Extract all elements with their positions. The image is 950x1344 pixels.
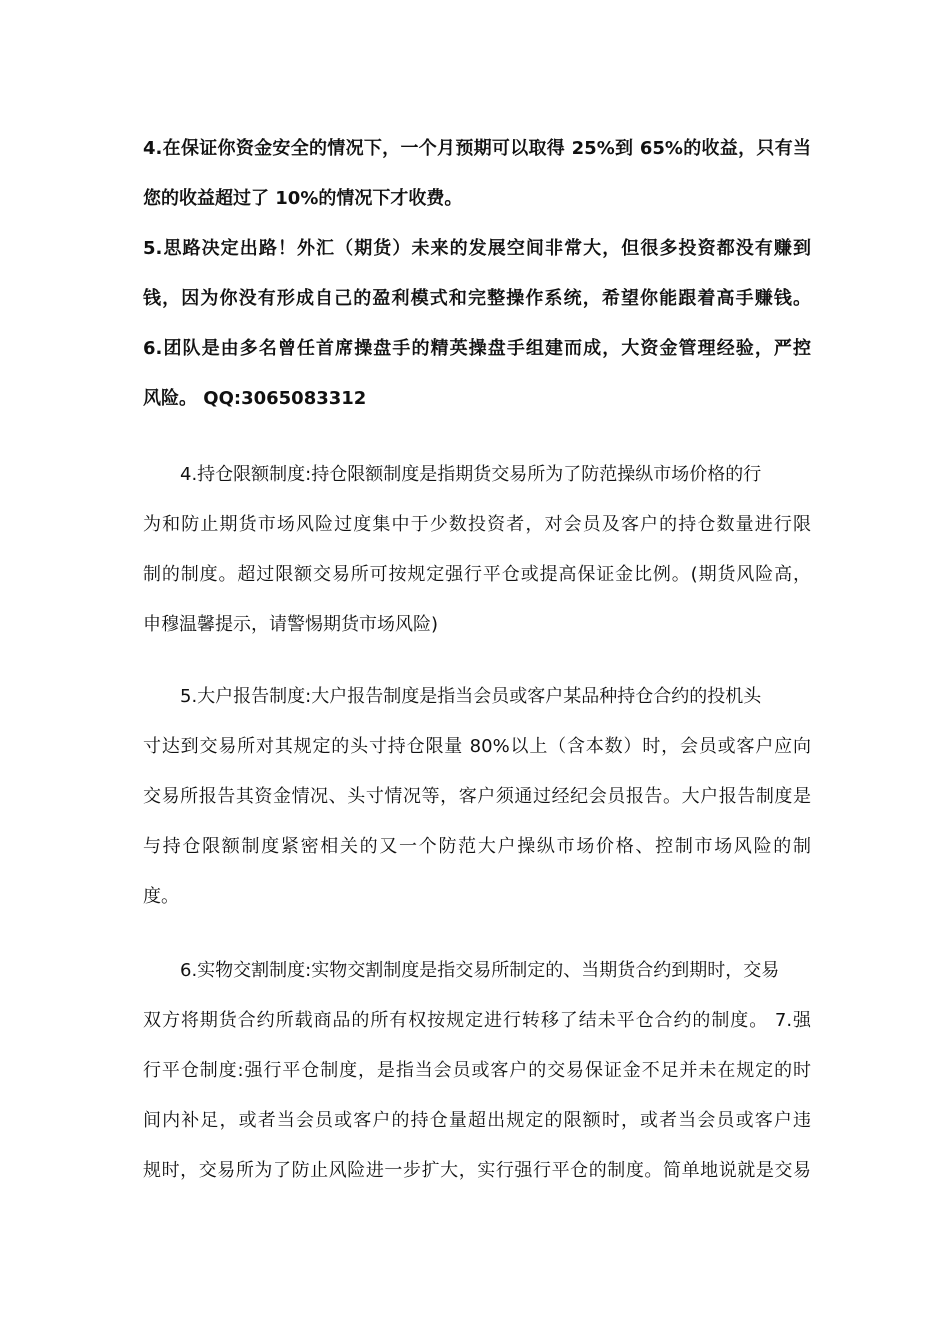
- paragraph-3-line-4: 间内补足，或者当会员或客户的持仓量超出规定的限额时，或者当会员或客户违: [143, 1110, 811, 1131]
- paragraph-2-line-1: 5.大户报告制度:大户报告制度是指当会员或客户某品种持仓合约的投机头: [180, 686, 762, 707]
- ad-line-5: 6.团队是由多名曾任首席操盘手的精英操盘手组建而成，大资金管理经验，严控: [143, 338, 811, 359]
- paragraph-2-line-3: 交易所报告其资金情况、头寸情况等，客户须通过经纪会员报告。大户报告制度是: [143, 786, 811, 807]
- paragraph-1-line-3: 制的制度。超过限额交易所可按规定强行平仓或提高保证金比例。(期货风险高，: [143, 564, 811, 585]
- paragraph-2-line-4: 与持仓限额制度紧密相关的又一个防范大户操纵市场价格、控制市场风险的制: [143, 836, 811, 857]
- paragraph-1-line-1: 4.持仓限额制度:持仓限额制度是指期货交易所为了防范操纵市场价格的行: [180, 464, 762, 485]
- ad-line-1: 4.在保证你资金安全的情况下，一个月预期可以取得 25%到 65%的收益，只有当: [143, 138, 811, 159]
- paragraph-2-line-2: 寸达到交易所对其规定的头寸持仓限量 80%以上（含本数）时，会员或客户应向: [143, 736, 811, 757]
- paragraph-2-line-5: 度。: [143, 886, 179, 907]
- paragraph-3-line-5: 规时，交易所为了防止风险进一步扩大，实行强行平仓的制度。简单地说就是交易: [143, 1160, 811, 1181]
- paragraph-1-line-2: 为和防止期货市场风险过度集中于少数投资者，对会员及客户的持仓数量进行限: [143, 514, 811, 535]
- paragraph-3-line-2: 双方将期货合约所载商品的所有权按规定进行转移了结未平仓合约的制度。 7.强: [143, 1010, 811, 1031]
- ad-line-4: 钱，因为你没有形成自己的盈利模式和完整操作系统，希望你能跟着高手赚钱。: [143, 288, 811, 309]
- ad-line-2: 您的收益超过了 10%的情况下才收费。: [143, 188, 463, 209]
- paragraph-3-line-1: 6.实物交割制度:实物交割制度是指交易所制定的、当期货合约到期时，交易: [180, 960, 780, 981]
- ad-line-6: 风险。 QQ:3065083312: [143, 388, 367, 409]
- ad-line-3: 5.思路决定出路！外汇（期货）未来的发展空间非常大，但很多投资都没有赚到: [143, 238, 811, 259]
- paragraph-3-line-3: 行平仓制度:强行平仓制度，是指当会员或客户的交易保证金不足并未在规定的时: [143, 1060, 811, 1081]
- paragraph-1-line-4: 申穆温馨提示，请警惕期货市场风险): [143, 614, 439, 635]
